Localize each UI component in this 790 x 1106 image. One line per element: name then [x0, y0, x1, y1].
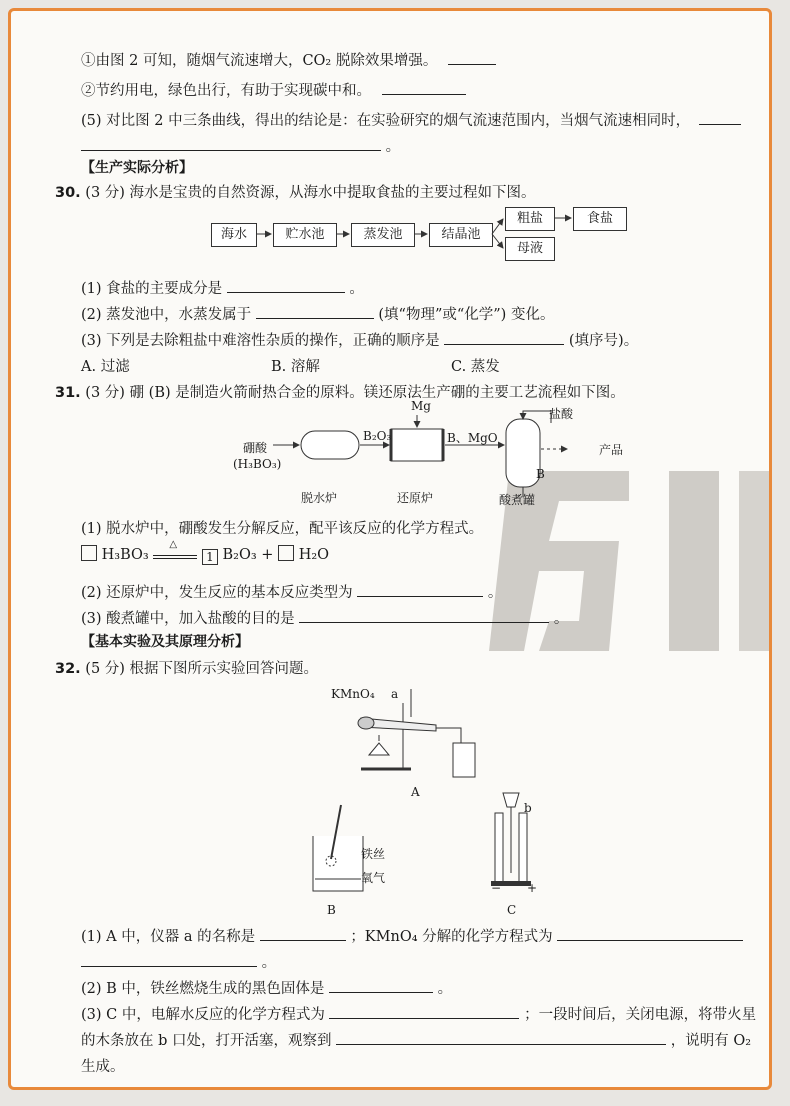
q30-sub3	[81, 329, 638, 350]
q31-sub1-text: (1) 脱水炉中，硼酸发生分解反应，配平该反应的化学方程式。	[81, 521, 484, 537]
q30-sub1	[81, 277, 364, 298]
q30-sub2-text: (2) 蒸发池中，水蒸发属于	[81, 307, 252, 323]
diag-label-acid-tank: 酸煮罐	[499, 493, 536, 507]
flow-box-table-salt: 食盐	[573, 207, 627, 231]
q32-sub1-blank-a[interactable]	[260, 926, 346, 941]
diag-label-dehydrator: 脱水炉	[301, 491, 338, 505]
q29-item2-text: ②节约用电，绿色出行，有助于实现碳中和。	[81, 83, 371, 99]
fig-a-caption: A	[411, 785, 420, 799]
q30-sub3-text: (3) 下列是去除粗盐中难溶性杂质的操作，正确的顺序是	[81, 333, 440, 349]
flow-box-crystallization-pond: 结晶池	[429, 223, 493, 247]
diag-label-b-mgo: B、MgO	[447, 431, 498, 445]
diag-label-reducer: 还原炉	[397, 491, 434, 505]
q30-sub2	[81, 303, 554, 324]
eq-heat-arrow	[153, 539, 197, 559]
q32-sub3-text: (3) C 中，电解水反应的化学方程式为	[81, 1007, 325, 1023]
q29-item1-text: ①由图 2 可知，随烟气流速增大，CO₂ 脱除效果增强。	[81, 53, 438, 69]
section-heading-experiment: 【基本实验及其原理分析】	[81, 634, 249, 650]
fig-a-kmno4-label: KMnO₄	[331, 687, 375, 701]
diag-label-hcl: 盐酸	[549, 407, 574, 421]
q30-number: 30.	[55, 185, 81, 201]
q32-sub3-line2	[81, 1029, 751, 1050]
diag-label-product: 产品	[599, 443, 624, 457]
q32-sub3-text-d: ，说明有 O₂	[670, 1033, 752, 1049]
q31-sub2	[81, 581, 502, 602]
q32-sub3-text-b: ；一段时间后，关闭电源，将带火星	[524, 1007, 757, 1023]
q32-sub2-blank[interactable]	[329, 978, 433, 993]
q30-option-a: A. 过滤	[81, 359, 130, 375]
fig-c-caption: C	[507, 903, 517, 917]
eq-delta: △	[169, 539, 178, 550]
coef-box-h2o[interactable]	[278, 545, 294, 561]
q32-sub3-blank-b[interactable]	[336, 1030, 666, 1045]
diag-label-b: B	[536, 467, 545, 481]
q32-sub3-end: 生成。	[81, 1059, 125, 1075]
q32-sub2-text: (2) B 中，铁丝燃烧生成的黑色固体是	[81, 981, 325, 997]
q32-sub2-end: 。	[437, 981, 453, 997]
flow-box-crude-salt: 粗盐	[505, 207, 555, 231]
fig-b-caption: B	[327, 903, 336, 917]
q30-sub2-blank[interactable]	[256, 304, 374, 319]
q31-sub3-blank[interactable]	[299, 608, 549, 623]
q32-sub1-end: 。	[261, 955, 277, 971]
flow-box-seawater: 海水	[211, 223, 257, 247]
q30-sub3-blank[interactable]	[444, 330, 564, 345]
q31-sub3-end: 。	[553, 611, 569, 627]
q32-sub1-blank-b[interactable]	[557, 926, 743, 941]
diag-label-boric-acid: 硼酸	[243, 441, 268, 455]
q31-sub2-text: (2) 还原炉中，发生反应的基本反应类型为	[81, 585, 353, 601]
q31-sub3-text: (3) 酸煮罐中，加入盐酸的目的是	[81, 611, 295, 627]
q30-sub3-hint: (填序号)。	[568, 333, 639, 349]
eq-h3bo3: H₃BO₃	[101, 547, 149, 563]
coef-box-b2o3: 1	[202, 549, 218, 565]
q31-sub2-end: 。	[487, 585, 503, 601]
fig-c-plus-label: +	[527, 881, 538, 895]
q32-sub1	[81, 925, 743, 946]
q32-sub1-text: (1) A 中，仪器 a 的名称是	[81, 929, 256, 945]
q32-sub1-blank-c[interactable]	[81, 952, 257, 967]
eq-b2o3: B₂O₃ +	[222, 547, 274, 563]
flow-box-mother-liquor: 母液	[505, 237, 555, 261]
q32-stem-text: (5 分) 根据下图所示实验回答问题。	[85, 661, 319, 677]
q29-end: 。	[385, 139, 401, 155]
q32-stem	[55, 657, 318, 678]
fig-a-a-label: a	[391, 687, 399, 701]
q32-sub3-text-c: 的木条放在 b 口处，打开活塞，观察到	[81, 1033, 332, 1049]
fig-b-wire-label: 铁丝	[361, 847, 386, 861]
q30-sub1-end: 。	[349, 281, 364, 297]
fig-c-minus-label: −	[491, 881, 502, 895]
q30-flow-arrows	[11, 11, 771, 311]
q31-sub3	[81, 607, 568, 628]
q30-option-b: B. 溶解	[271, 359, 320, 375]
fig-b-oxygen-label: 氧气	[361, 871, 386, 885]
q32-sub3-blank-a[interactable]	[329, 1004, 519, 1019]
q29-item5-text: (5) 对比图 2 中三条曲线，得出的结论是：在实验研究的烟气流速范围内，当烟气流速相同时，	[81, 113, 691, 129]
q31-sub2-blank[interactable]	[357, 582, 483, 597]
q30-option-c: C. 蒸发	[451, 359, 500, 375]
diag-label-boric-acid-formula: (H₃BO₃)	[233, 457, 282, 471]
q31-stem-text: (3 分) 硼 (B) 是制造火箭耐热合金的原料。镁还原法生产硼的主要工艺流程如下图。	[85, 385, 625, 401]
eq-h2o: H₂O	[298, 547, 330, 563]
q30-sub1-text: (1) 食盐的主要成分是	[81, 281, 223, 297]
q31-number: 31.	[55, 385, 81, 401]
q32-sub1-cont	[81, 951, 276, 972]
coef-box-h3bo3[interactable]	[81, 545, 97, 561]
diag-label-b2o3: B₂O₃	[363, 429, 392, 443]
q31-stem	[55, 381, 625, 402]
section-heading-production: 【生产实际分析】	[81, 160, 193, 176]
q32-sub1-text-b: ；KMnO₄ 分解的化学方程式为	[350, 929, 553, 945]
q30-stem-text: (3 分) 海水是宝贵的自然资源，从海水中提取食盐的主要过程如下图。	[85, 185, 536, 201]
fig-c-b-label: b	[524, 801, 532, 815]
flow-box-reservoir: 贮水池	[273, 223, 337, 247]
q32-sub2	[81, 977, 452, 998]
q32-number: 32.	[55, 661, 81, 677]
q32-sub3	[81, 1003, 756, 1024]
diag-label-mg: Mg	[411, 399, 431, 413]
q30-sub2-hint: (填“物理”或“化学”) 变化。	[378, 307, 555, 323]
q31-process-diagram	[11, 401, 771, 511]
q30-sub1-blank[interactable]	[227, 278, 345, 293]
q31-equation	[81, 539, 330, 565]
flow-box-evaporation-pond: 蒸发池	[351, 223, 415, 247]
worksheet-page	[8, 8, 772, 1090]
